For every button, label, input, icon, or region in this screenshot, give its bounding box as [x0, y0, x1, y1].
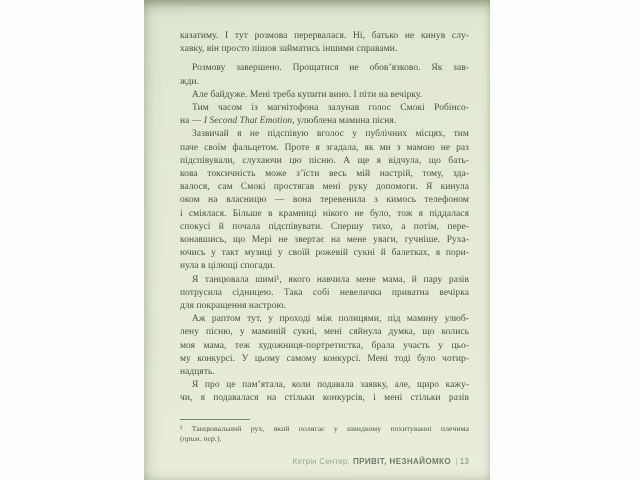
text-block [180, 30, 469, 445]
text-line: му конкурсі. У цьому самому конкурсі. Мені тоді було чотир- [180, 353, 469, 364]
text-line: оком на власницю — вона теревенила з кимось телефоном [180, 195, 469, 206]
text-line: ¹ Танцювальний рух, який полягає у швидкому похитуванні плечима [180, 423, 469, 433]
text-line: ючись у такт музиці у своїй рожевій сукні й балетках, я пори- [180, 248, 469, 259]
footnote [180, 419, 469, 445]
text-line: Тим часом із магнітофона залунав голос Смокі Робінсо- [192, 103, 469, 114]
paragraph [180, 102, 469, 128]
text-line: моя мама, теж художниця-портретистка, брала участь у цьо- [180, 340, 469, 351]
text-line: конавшись, що Мері не звертає на мене уваги, гучніше. Руха- [180, 235, 469, 246]
text-line: кова токсичність може з’їсти весь мій настрій, тому, зда- [180, 169, 469, 180]
text-line: спокусі й почала підспівувати. Спершу тихо, а потім, пере- [180, 221, 469, 232]
italic-text: прим. пер. [182, 434, 217, 444]
text-line: Зазвичай я не підспівую вголос у публічних місцях, тим [192, 129, 469, 140]
text-segment: на — [180, 116, 204, 127]
text-line: Я танцювала шимі¹, якого навчила мене мама, й пару разів [192, 274, 469, 285]
text-line: жди. [180, 76, 200, 87]
text-line: лену пісню, у маминій сукні, мені сяйнула думка, що колись [180, 327, 469, 338]
text-line: Я про це пам’ятала, коли подавала заявку, але, щиро кажу- [192, 380, 469, 391]
paragraph [180, 313, 469, 379]
text-segment: , улюблена мамина пісня. [292, 116, 397, 127]
italic-text: I Second That Emotion [203, 116, 293, 127]
footnote-rule [180, 419, 250, 420]
text-line [180, 434, 469, 445]
text-line: хавку, він просто пішов займатись іншими справами. [180, 44, 398, 55]
text-line: Аж раптом тут, у проході між полицями, під мамину улюб- [192, 314, 469, 325]
footer-separator: | [455, 457, 458, 466]
book-page [144, 0, 490, 480]
text-line: казатиму. І тут розмова перервалася. Ні, батько не кинув слу- [180, 31, 469, 41]
footnote-lines [180, 424, 469, 445]
paragraph [180, 274, 469, 314]
text-line: паче своїм фальцетом. Проте я згадала, як ми з мамою не раз [180, 142, 469, 153]
text-line: потрусила сідницею. Така собі невеличка приватна вечірка [180, 287, 469, 298]
paragraph [180, 128, 469, 273]
text-line: підспівували, слухаючи цю пісню. А ще я відчула, що бать- [180, 155, 469, 166]
text-line: Розмову завершено. Прощатися не обов’язково. Як зав- [192, 63, 469, 74]
body-paragraphs [180, 30, 469, 406]
text-line: надцять. [180, 367, 215, 378]
footer-page-number: 13 [459, 457, 469, 466]
text-line [180, 115, 469, 128]
text-segment: ). [216, 434, 222, 444]
footer-book-title: ПРИВІТ, НЕЗНАЙОМКО [352, 457, 451, 466]
paragraph [180, 89, 469, 102]
footnote-paragraph [180, 424, 469, 445]
text-line: чи, я подавалася на стільки конкурсів, і мені стільки разів [180, 393, 469, 404]
text-segment: ( [180, 434, 183, 444]
text-line: і сміялася. Більше в крамниці нікого не було, тож я піддалася [180, 208, 469, 219]
text-line: нула в цілющі спогади. [180, 261, 276, 272]
footer-author: Кетрін Сентер. [292, 457, 350, 466]
text-line: валося, сам Смокі простягав мені руку допомоги. Я кинула [180, 182, 469, 193]
text-line: для покращення настрою. [180, 301, 287, 312]
paragraph [180, 62, 469, 88]
paragraph [180, 379, 469, 405]
paragraph [180, 30, 469, 56]
text-line: Але байдуже. Мені треба купити вино. І піти на вечірку. [192, 89, 423, 100]
page-footer [292, 457, 469, 466]
